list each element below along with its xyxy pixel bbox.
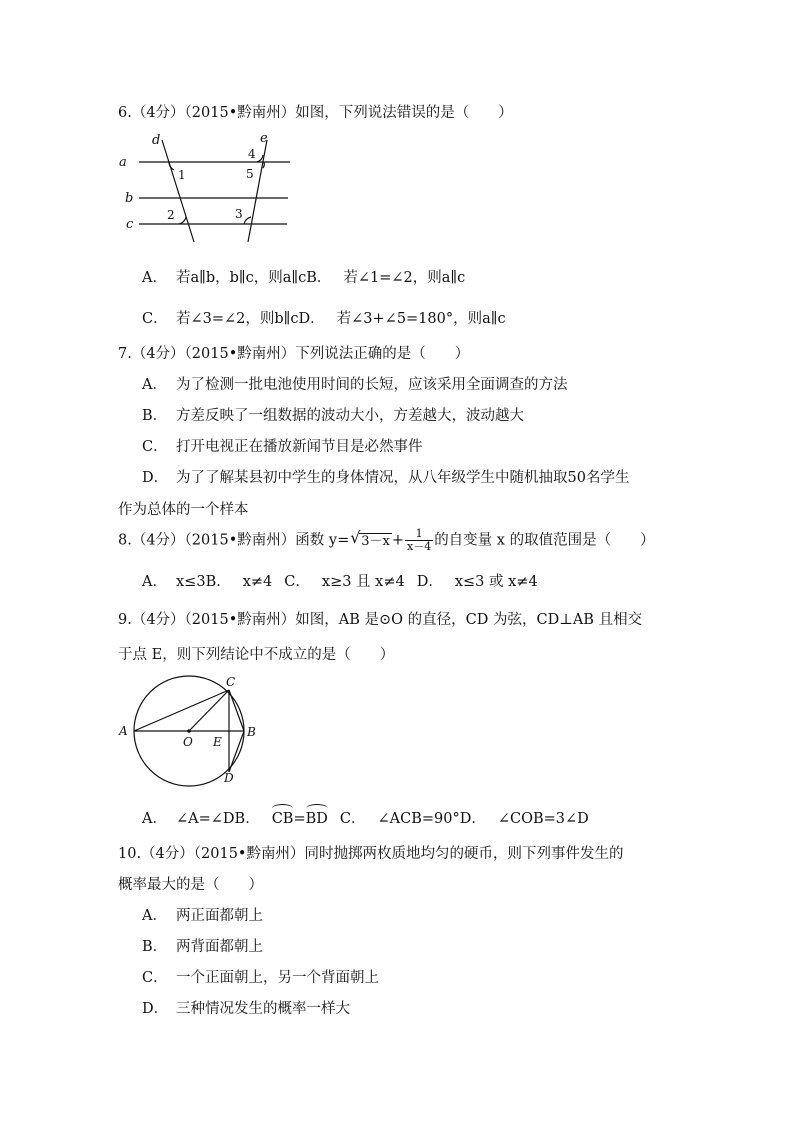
q6-option-b-key: B． [306,270,332,286]
q6-options-row-1 [142,266,465,287]
q9-stem-line-1: 9.（4分）（2015•黔南州）如图，AB 是⊙O 的直径，CD 为弦，CD⊥AB 且相交 [118,612,643,628]
label-point-a: A [119,724,128,738]
label-5: 5 [246,167,254,181]
q7-option-a-row [142,373,568,394]
angle-4-arc [257,155,263,162]
angle-2-arc [179,217,186,224]
label-point-b: B [247,725,256,739]
q7-option-b-row [142,404,524,425]
q8-options-row [142,570,538,591]
q8-option-d: x≤3 或 x≠4 [454,574,538,590]
q9-stem-line-2: 于点 E，则下列结论中不成立的是（ ） [118,647,395,663]
q9-option-a-key: A． [142,811,167,827]
label-2: 2 [167,208,175,222]
q9-option-c: ∠ACB=90° [377,811,460,827]
q9-option-c-key: C． [339,811,366,827]
q6-option-c-key: C． [142,311,168,327]
q6-stem: 6.（4分）（2015•黔南州）如图，下列说法错误的是（ ） [118,105,513,121]
q6-options-row-2 [142,307,506,328]
q9-options-row [142,807,589,828]
q10-option-b-key: B． [142,939,168,955]
q10-stem-line-2: 概率最大的是（ ） [118,877,263,893]
q8-option-a-key: A． [142,574,167,590]
angle-3-arc [244,217,251,224]
label-d: d [152,133,161,148]
q8-fraction [405,528,433,553]
q10-option-b-row [142,935,263,956]
q9-option-d-key: D． [459,811,486,827]
q6-parallel-lines-figure [112,128,302,246]
q10-option-d: 三种情况发生的概率一样大 [176,1001,350,1017]
q8-option-c: x≥3 且 x≠4 [321,574,405,590]
q10-option-c-key: C． [142,970,168,986]
q10-option-b: 两背面都朝上 [176,939,263,955]
chord-ac [134,690,229,731]
q7-option-c: 打开电视正在播放新闻节目是必然事件 [176,439,423,455]
q7-option-b-key: B． [142,408,168,424]
q10-option-a-row [142,904,263,925]
q9-option-d: ∠COB=3∠D [497,811,589,827]
q9-option-b-equals: = [293,811,306,827]
q6-option-c: 若∠3=∠2，则b∥c [176,311,299,327]
q7-option-b: 方差反映了一组数据的波动大小，方差越大，波动越大 [176,408,524,424]
label-point-e: E [213,735,222,749]
q9-circle-figure [114,670,264,788]
label-a: a [119,155,127,170]
label-b: b [125,191,134,206]
q7-option-c-key: C． [142,439,168,455]
q7-option-c-row [142,435,423,456]
q8-option-b-key: B． [205,574,231,590]
label-point-c: C [226,675,236,689]
q10-option-c-row [142,966,379,987]
q8-option-d-key: D． [416,574,443,590]
q8-option-c-key: C． [284,574,310,590]
label-4: 4 [248,147,256,161]
q7-option-a-key: A． [142,377,167,393]
q7-option-d-key: D． [142,470,169,486]
q10-option-a: 两正面都朝上 [176,908,263,924]
q7-option-d: 为了了解某县初中学生的身体情况，从八年级学生中随机抽取50名学生 [176,470,630,486]
q8-sqrt-body: 3－x [361,533,390,549]
chord-cb [229,690,244,731]
q6-option-a: 若a∥b，b∥c，则a∥c [176,270,307,286]
q7-option-a: 为了检测一批电池使用时间的长短，应该采用全面调查的方法 [176,377,568,393]
chord-bd [229,731,244,772]
line-d [162,140,194,242]
q8-stem [118,528,655,553]
q10-option-d-key: D． [142,1001,169,1017]
q10-option-d-row [142,997,350,1018]
q8-option-a: x≤3 [176,574,206,590]
q8-fraction-numerator: 1 [405,528,433,541]
q7-stem: 7.（4分）（2015•黔南州）下列说法正确的是（ ） [118,346,470,362]
q6-option-d-key: D． [298,311,325,327]
q6-option-b: 若∠1=∠2，则a∥c [343,270,466,286]
radius-oc [189,690,229,731]
q10-stem-line-1: 10.（4分）（2015•黔南州）同时抛掷两枚质地均匀的硬币，则下列事件发生的 [118,846,624,862]
label-point-d: D [224,771,234,785]
label-3: 3 [235,207,243,221]
q9-option-a: ∠A=∠D [176,811,235,827]
q10-option-a-key: A． [142,908,167,924]
q9-option-b-key: B． [234,811,260,827]
q6-option-a-key: A． [142,270,167,286]
q8-stem-prefix: 8.（4分）（2015•黔南州）函数 y= [118,532,350,549]
q8-fraction-denominator: x－4 [406,540,432,553]
label-c: c [126,217,134,232]
label-1: 1 [178,168,186,182]
q8-option-b: x≠4 [242,574,273,590]
q8-stem-suffix: 的自变量 x 的取值范围是（ ） [434,532,655,549]
q10-option-c: 一个正面朝上，另一个背面朝上 [176,970,379,986]
center-point-o [187,729,191,733]
q8-sqrt-expression: √ 3－x [350,527,390,549]
q9-option-b-arc-bd: BD [305,811,328,827]
q9-option-b-arc-cb: CB [271,811,294,827]
q7-option-d-row [142,466,629,487]
label-point-o: O [183,735,193,749]
q8-plus: + [391,532,404,549]
q7-option-d-continued: 作为总体的一个样本 [118,502,249,518]
q6-option-d: 若∠3+∠5=180°，则a∥c [336,311,506,327]
label-e: e [260,131,268,146]
